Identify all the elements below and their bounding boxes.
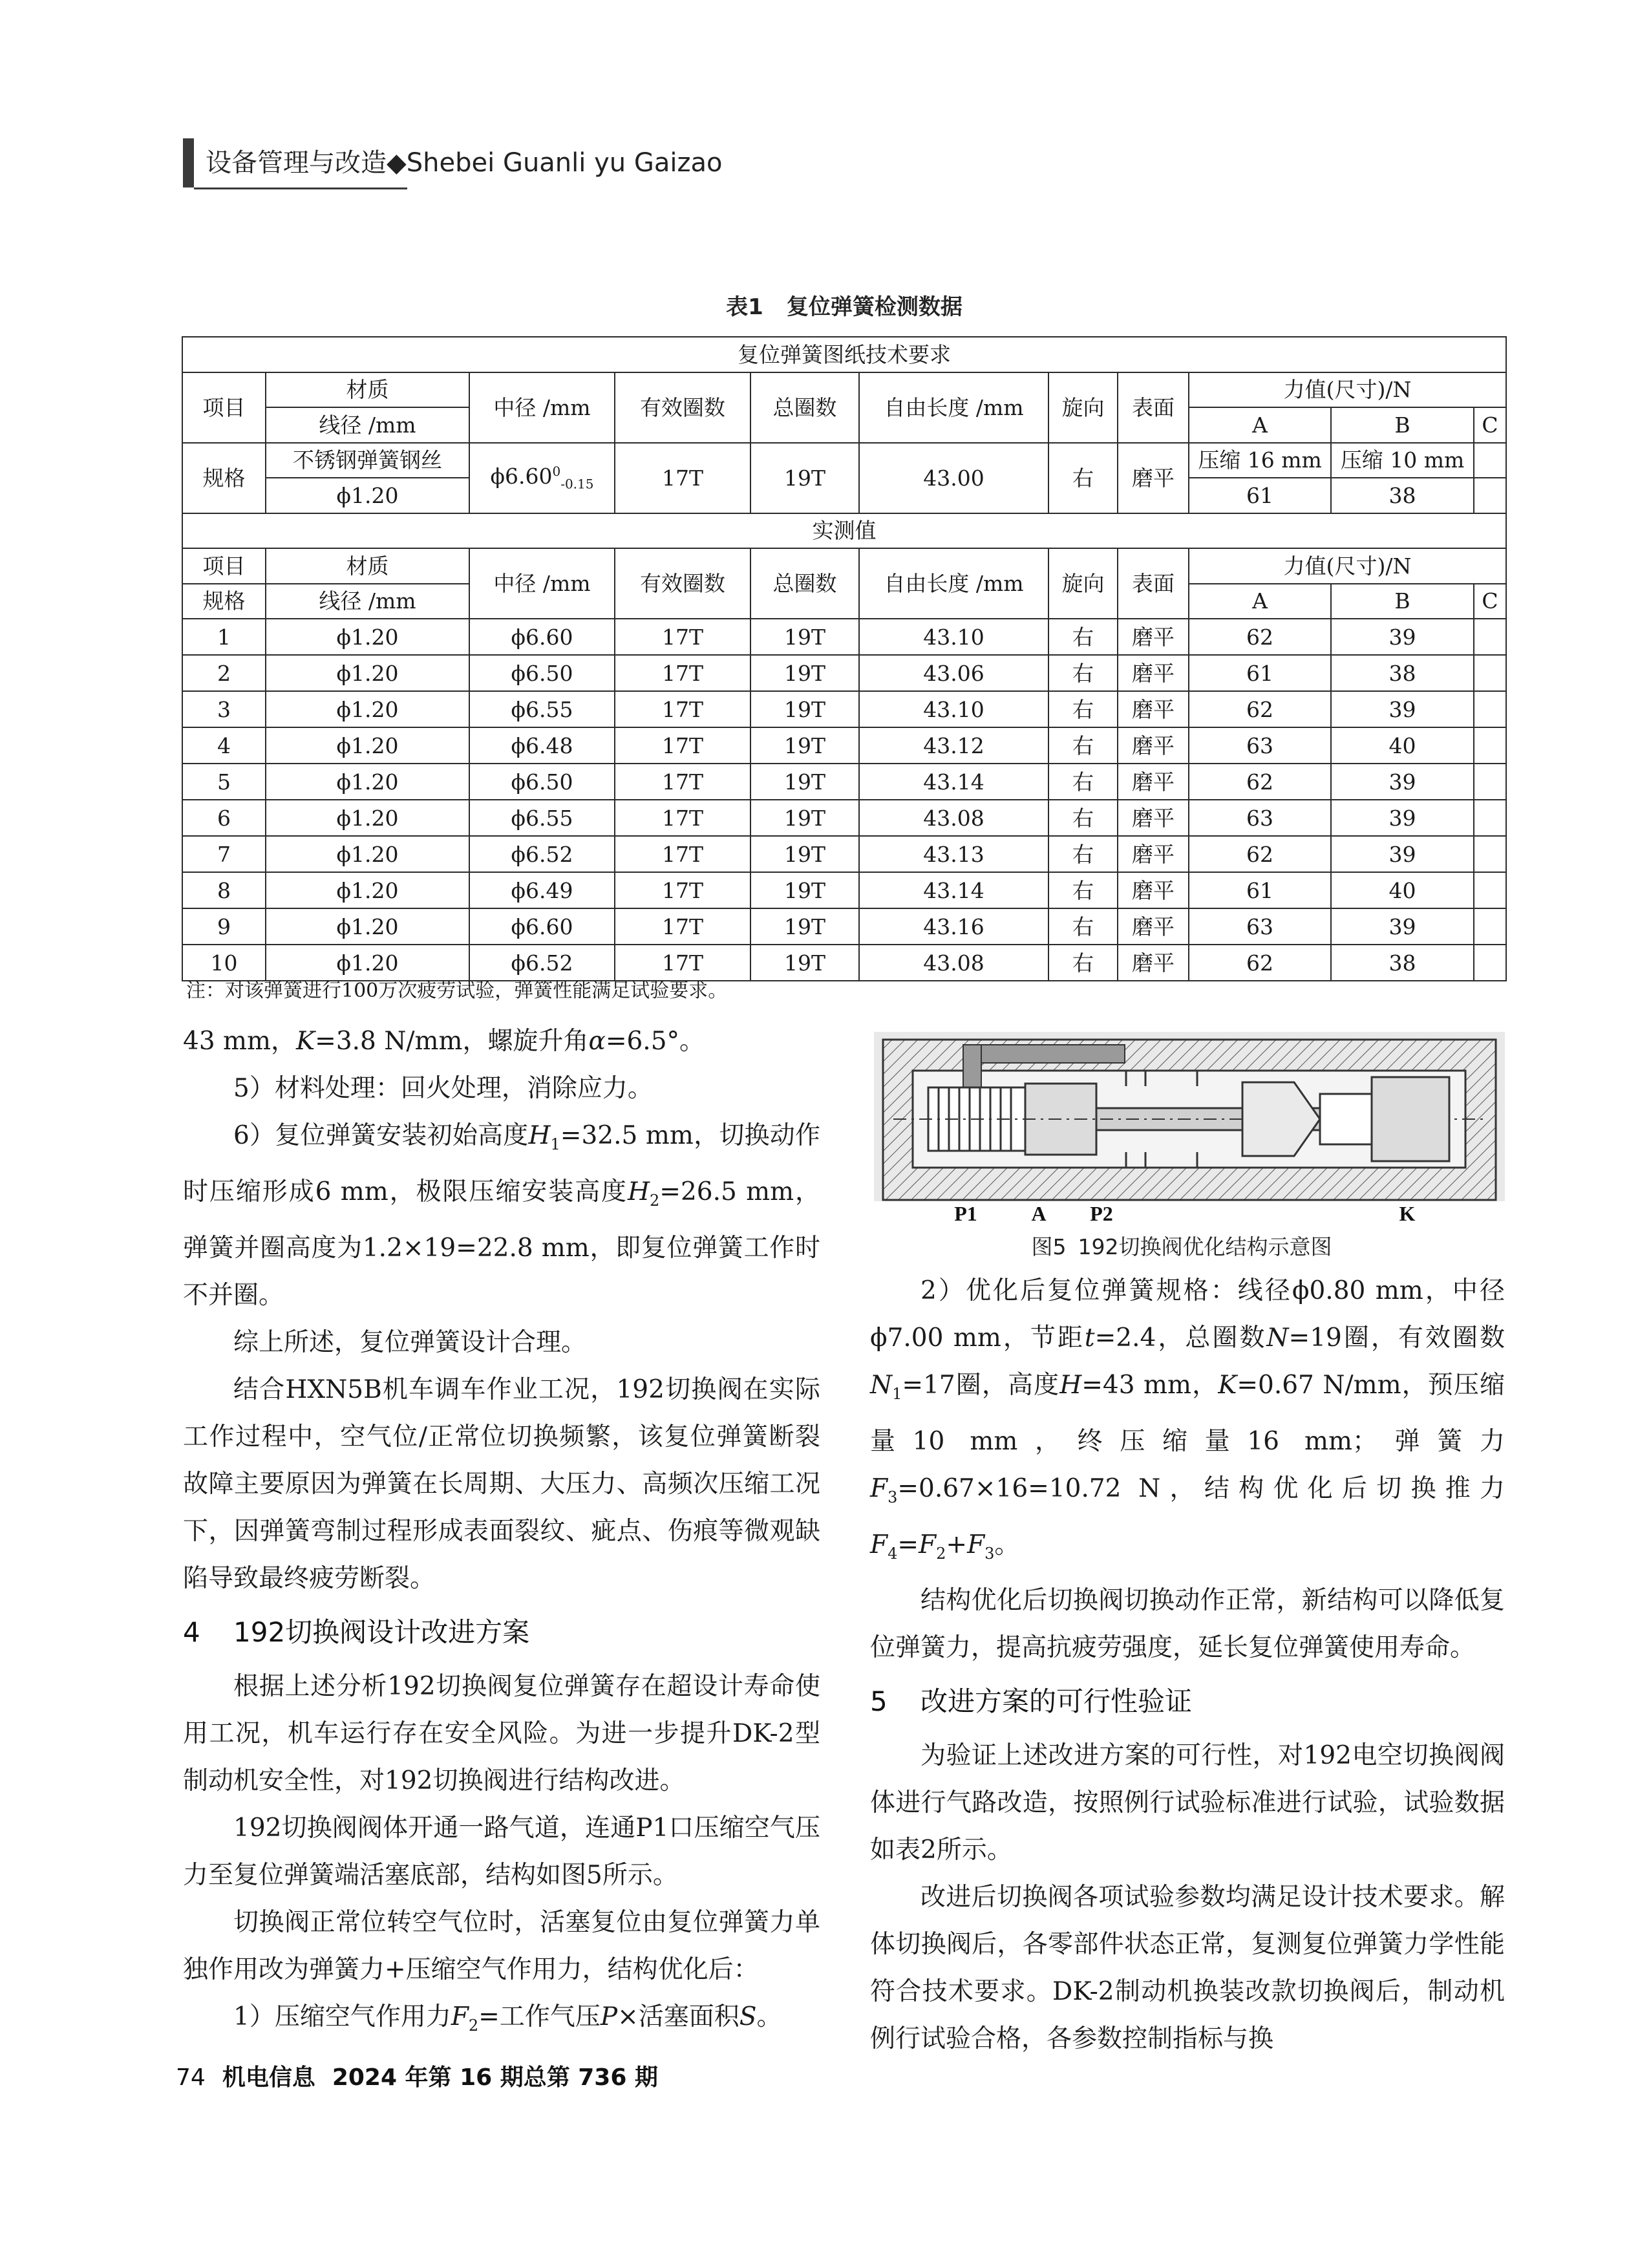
valve-seat	[1320, 1094, 1372, 1144]
table1-note: 注：对该弹簧进行100万次疲劳试验，弹簧性能满足试验要求。	[186, 979, 728, 1002]
cell-active: 17T	[615, 945, 750, 981]
cell-surface: 磨平	[1118, 619, 1189, 655]
cell-no: 6	[182, 800, 266, 836]
header-item: 项目	[182, 372, 266, 443]
spec-mid-lower-tol: -0.15	[560, 476, 594, 492]
subscript: 1	[892, 1384, 902, 1403]
symbol-alpha: α	[588, 1027, 606, 1056]
table-row	[182, 908, 1506, 945]
cell-surface: 磨平	[1118, 800, 1189, 836]
cell-active: 17T	[615, 727, 750, 764]
cell-active: 17T	[615, 908, 750, 945]
cell-free: 43.12	[859, 727, 1048, 764]
cell-wire: ϕ1.20	[266, 945, 469, 981]
cell-c	[1474, 764, 1506, 800]
cell-mid: ϕ6.52	[469, 836, 615, 872]
symbol-f: F	[919, 1530, 937, 1559]
subscript: 3	[888, 1488, 898, 1506]
cell-mid: ϕ6.55	[469, 691, 615, 727]
cell-dir: 右	[1048, 655, 1118, 691]
cell-active: 17T	[615, 800, 750, 836]
cell-b: 40	[1331, 727, 1474, 764]
text-run: =6.5°。	[605, 1027, 705, 1056]
figure5-number: 图5	[1031, 1234, 1067, 1259]
section-title: 192切换阀设计改进方案	[233, 1616, 530, 1648]
cell-b: 39	[1331, 619, 1474, 655]
measured-header-force-b: B	[1331, 584, 1474, 619]
cell-wire: ϕ1.20	[266, 727, 469, 764]
cell-surface: 磨平	[1118, 655, 1189, 691]
cell-b: 39	[1331, 691, 1474, 727]
running-header	[206, 145, 722, 181]
text-run: 6）复位弹簧安装初始高度	[233, 1121, 529, 1150]
header-force-a: A	[1189, 407, 1331, 443]
measured-header-mid-diameter: 中径 /mm	[469, 548, 615, 619]
section-number: 5	[870, 1685, 888, 1718]
measured-header-material: 材质	[266, 548, 469, 584]
cell-wire: ϕ1.20	[266, 691, 469, 727]
page-footer	[176, 2061, 658, 2095]
cell-a: 62	[1189, 691, 1331, 727]
cell-free: 43.08	[859, 800, 1048, 836]
cell-no: 5	[182, 764, 266, 800]
table-row	[182, 764, 1506, 800]
header-pinyin: Shebei Guanli yu Gaizao	[406, 148, 723, 178]
measured-header-total-coils: 总圈数	[750, 548, 859, 619]
paragraph-switch-position: 切换阀正常位转空气位时，活塞复位由复位弹簧力单独作用改为弹簧力+压缩空气作用力，结构优化后：	[183, 1907, 820, 1984]
spec-b-condition: 压缩 10 mm	[1331, 443, 1474, 478]
cell-total: 19T	[750, 619, 859, 655]
spec-a-condition: 压缩 16 mm	[1189, 443, 1331, 478]
header-bar	[183, 138, 194, 187]
paragraph-failure-cause: 结合HXN5B机车调车作业工况，192切换阀在实际工作过程中，空气位/正常位切换频繁，该复位弹簧断裂故障主要原因为弹簧在长周期、大压力、高频次压缩工况下，因弹簧弯制过程形成表面裂纹、疵点、伤痕等微观缺陷导致最终疲劳断裂。	[183, 1375, 820, 1593]
header-direction: 旋向	[1048, 372, 1118, 443]
text-run: ×活塞面积	[617, 2002, 739, 2031]
table-row	[182, 619, 1506, 655]
valve-structure-figure	[874, 1032, 1505, 1226]
spec-mid-base: ϕ6.60	[490, 464, 553, 489]
cell-dir: 右	[1048, 945, 1118, 981]
cell-wire: ϕ1.20	[266, 655, 469, 691]
section-5-heading	[870, 1671, 1505, 1732]
cell-total: 19T	[750, 836, 859, 872]
table1-title: 复位弹簧检测数据	[786, 294, 963, 320]
table1-number: 表1	[726, 294, 763, 320]
cell-free: 43.16	[859, 908, 1048, 945]
cell-mid: ϕ6.60	[469, 619, 615, 655]
cell-no: 3	[182, 691, 266, 727]
cell-a: 61	[1189, 655, 1331, 691]
cell-wire: ϕ1.20	[266, 800, 469, 836]
cell-mid: ϕ6.50	[469, 655, 615, 691]
cell-no: 7	[182, 836, 266, 872]
cell-total: 19T	[750, 908, 859, 945]
right-column	[870, 1267, 1505, 2062]
cell-surface: 磨平	[1118, 727, 1189, 764]
cell-free: 43.06	[859, 655, 1048, 691]
text-run: =	[897, 1530, 919, 1559]
cell-dir: 右	[1048, 836, 1118, 872]
cell-a: 62	[1189, 836, 1331, 872]
cell-c	[1474, 945, 1506, 981]
cell-mid: ϕ6.48	[469, 727, 615, 764]
header-total-coils: 总圈数	[750, 372, 859, 443]
spec-surface: 磨平	[1118, 443, 1189, 513]
header-rule	[194, 187, 407, 189]
symbol-s: S	[739, 2002, 757, 2031]
cell-wire: ϕ1.20	[266, 872, 469, 908]
cell-active: 17T	[615, 764, 750, 800]
table-row	[182, 945, 1506, 981]
paragraph-optimized-spring-spec	[870, 1267, 1505, 1577]
symbol-f: F	[870, 1473, 888, 1503]
cell-b: 38	[1331, 945, 1474, 981]
cell-mid: ϕ6.49	[469, 872, 615, 908]
cell-dir: 右	[1048, 764, 1118, 800]
cell-active: 17T	[615, 872, 750, 908]
paragraph-optimized-result: 结构优化后切换阀切换动作正常，新结构可以降低复位弹簧力，提高抗疲劳强度，延长复位弹簧使用寿命。	[870, 1586, 1505, 1663]
header-wire-diameter: 线径 /mm	[266, 407, 469, 443]
cell-surface: 磨平	[1118, 764, 1189, 800]
journal-name: 机电信息	[222, 2064, 315, 2091]
cell-no: 1	[182, 619, 266, 655]
measured-header-force: 力值(尺寸)/N	[1189, 548, 1506, 584]
measured-header-force-a: A	[1189, 584, 1331, 619]
text-run: =工作气压	[478, 2002, 601, 2031]
cell-c	[1474, 655, 1506, 691]
table-row	[182, 655, 1506, 691]
cell-mid: ϕ6.55	[469, 800, 615, 836]
table-row	[182, 691, 1506, 727]
text-run: =26.5 mm，弹簧并圈高度为1.2×19=22.8 mm，即复位弹簧工作时不并圈。	[183, 1177, 820, 1310]
cell-dir: 右	[1048, 691, 1118, 727]
text-run: +	[946, 1530, 968, 1559]
text-run: 。	[756, 2002, 782, 2031]
figure5-title: 192切换阀优化结构示意图	[1078, 1234, 1332, 1259]
section-title: 改进方案的可行性验证	[920, 1685, 1193, 1718]
paragraph-air-force	[183, 1993, 820, 2049]
cell-dir: 右	[1048, 727, 1118, 764]
cell-a: 63	[1189, 800, 1331, 836]
cell-free: 43.10	[859, 619, 1048, 655]
symbol-k: K	[296, 1027, 315, 1056]
header-active-coils: 有效圈数	[615, 372, 750, 443]
cell-surface: 磨平	[1118, 872, 1189, 908]
port-label-k: K	[1399, 1202, 1416, 1225]
cell-mid: ϕ6.50	[469, 764, 615, 800]
spec-b-value: 38	[1331, 478, 1474, 513]
cell-surface: 磨平	[1118, 945, 1189, 981]
port-label-p1: P1	[954, 1202, 977, 1225]
cell-total: 19T	[750, 945, 859, 981]
cell-dir: 右	[1048, 908, 1118, 945]
cell-total: 19T	[750, 691, 859, 727]
subscript: 1	[550, 1135, 560, 1153]
symbol-f: F	[451, 2002, 469, 2031]
table-row	[182, 872, 1506, 908]
cell-free: 43.08	[859, 945, 1048, 981]
spec-direction: 右	[1048, 443, 1118, 513]
cell-total: 19T	[750, 800, 859, 836]
text-run: 1）压缩空气作用力	[233, 2002, 451, 2031]
header-free-length: 自由长度 /mm	[859, 372, 1048, 443]
cell-surface: 磨平	[1118, 836, 1189, 872]
text-run: =19圈，有效圈数	[1288, 1323, 1505, 1353]
paragraph-material-treatment: 5）材料处理：回火处理，消除应力。	[233, 1074, 653, 1103]
cell-active: 17T	[615, 836, 750, 872]
added-airway	[963, 1045, 1125, 1063]
text-run: =2.4，总圈数	[1094, 1323, 1267, 1353]
paragraph-airway: 192切换阀阀体开通一路气道，连通P1口压缩空气压力至复位弹簧端活塞底部，结构如图5所示。	[183, 1813, 820, 1890]
cell-free: 43.10	[859, 691, 1048, 727]
symbol-h: H	[627, 1177, 650, 1206]
symbol-p: P	[600, 2002, 618, 2031]
cell-total: 19T	[750, 655, 859, 691]
cell-free: 43.14	[859, 872, 1048, 908]
cell-wire: ϕ1.20	[266, 908, 469, 945]
text-run: =43 mm，	[1081, 1371, 1218, 1400]
header-material: 材质	[266, 372, 469, 408]
measured-values-title: 实测值	[182, 513, 1506, 549]
cell-no: 8	[182, 872, 266, 908]
measured-header-surface: 表面	[1118, 548, 1189, 619]
cell-c	[1474, 872, 1506, 908]
cell-surface: 磨平	[1118, 908, 1189, 945]
cell-dir: 右	[1048, 800, 1118, 836]
cell-c	[1474, 908, 1506, 945]
cell-no: 9	[182, 908, 266, 945]
text-run: =0.67×16=10.72 N，结构优化后切换推力	[897, 1473, 1505, 1503]
measured-header-force-c: C	[1474, 584, 1506, 619]
measured-header-spec: 规格	[182, 584, 266, 619]
paragraph-improvement-reason: 根据上述分析192切换阀复位弹簧存在超设计寿命使用工况，机车运行存在安全风险。为进一步提升DK-2型制动机安全性，对192切换阀进行结构改进。	[183, 1671, 820, 1795]
spring-inspection-table	[182, 336, 1507, 981]
spec-mid-diameter	[469, 443, 615, 513]
paragraph-validation-method: 为验证上述改进方案的可行性，对192电空切换阀阀体进行气路改造，按照例行试验标准进行试验，试验数据如表2所示。	[870, 1741, 1505, 1865]
measured-header-active-coils: 有效圈数	[615, 548, 750, 619]
cell-active: 17T	[615, 655, 750, 691]
cell-no: 10	[182, 945, 266, 981]
symbol-h: H	[528, 1121, 551, 1150]
symbol-t: t	[1084, 1323, 1095, 1353]
subscript: 4	[888, 1544, 898, 1563]
cell-free: 43.14	[859, 764, 1048, 800]
text-run: =0.67 N/mm，预压缩量10 mm，终压缩量16 mm；弹簧力	[870, 1371, 1505, 1456]
spec-c-value	[1474, 478, 1506, 513]
symbol-f: F	[967, 1530, 985, 1559]
cell-b: 38	[1331, 655, 1474, 691]
cell-b: 39	[1331, 800, 1474, 836]
spec-free-length: 43.00	[859, 443, 1048, 513]
text-run: =3.8 N/mm，螺旋升角	[315, 1027, 589, 1056]
port-label-p2: P2	[1090, 1202, 1113, 1225]
paragraph-validation-result: 改进后切换阀各项试验参数均满足设计技术要求。解体切换阀后，各零部件状态正常，复测复位弹簧力学性能符合技术要求。DK-2制动机换装改款切换阀后，制动机例行试验合格，各参数控制指标与换	[870, 1883, 1505, 2054]
port-label-a: A	[1031, 1202, 1047, 1225]
cell-no: 2	[182, 655, 266, 691]
cell-b: 39	[1331, 836, 1474, 872]
cell-surface: 磨平	[1118, 691, 1189, 727]
cell-total: 19T	[750, 727, 859, 764]
spec-active-coils: 17T	[615, 443, 750, 513]
table1-caption	[183, 291, 1505, 323]
cell-mid: ϕ6.52	[469, 945, 615, 981]
paragraph-install-height	[183, 1112, 820, 1319]
table-row	[182, 836, 1506, 872]
spec-c-condition	[1474, 443, 1506, 478]
text-run: 2）优化后复位弹簧规格：线径ϕ0.80 mm，中径ϕ7.00 mm，节距	[870, 1276, 1505, 1353]
section-4-heading	[183, 1602, 820, 1663]
header-force-c: C	[1474, 407, 1506, 443]
cell-dir: 右	[1048, 619, 1118, 655]
cell-a: 63	[1189, 908, 1331, 945]
cell-b: 39	[1331, 764, 1474, 800]
drawing-requirements-title: 复位弹簧图纸技术要求	[182, 337, 1506, 372]
measured-header-item: 项目	[182, 548, 266, 584]
spec-wire-diameter: ϕ1.20	[266, 478, 469, 513]
page-number: 74	[176, 2064, 206, 2091]
header-force: 力值(尺寸)/N	[1189, 372, 1506, 408]
cell-a: 63	[1189, 727, 1331, 764]
spec-total-coils: 19T	[750, 443, 859, 513]
symbol-n: N	[1266, 1323, 1289, 1353]
header-separator: ◆	[387, 148, 407, 178]
cell-c	[1474, 727, 1506, 764]
measured-header-direction: 旋向	[1048, 548, 1118, 619]
symbol-k: K	[1218, 1371, 1237, 1400]
cell-b: 40	[1331, 872, 1474, 908]
text-run: =32.5 mm，切换动作时压缩形成6 mm，极限压缩安装高度	[183, 1121, 820, 1206]
figure5-caption	[870, 1232, 1505, 1263]
paragraph-conclusion: 综上所述，复位弹簧设计合理。	[233, 1327, 587, 1357]
left-column	[183, 1018, 820, 2049]
cell-a: 62	[1189, 764, 1331, 800]
cell-active: 17T	[615, 691, 750, 727]
cell-no: 4	[182, 727, 266, 764]
spec-a-value: 61	[1189, 478, 1331, 513]
measured-header-wire-diameter: 线径 /mm	[266, 584, 469, 619]
subscript: 3	[984, 1544, 995, 1563]
cell-dir: 右	[1048, 872, 1118, 908]
cell-free: 43.13	[859, 836, 1048, 872]
header-mid-diameter: 中径 /mm	[469, 372, 615, 443]
table-row	[182, 800, 1506, 836]
cell-c	[1474, 619, 1506, 655]
subscript: 2	[468, 2016, 479, 2035]
cell-total: 19T	[750, 872, 859, 908]
text-run: =17圈，高度	[902, 1371, 1060, 1400]
subscript: 2	[936, 1544, 946, 1563]
cell-active: 17T	[615, 619, 750, 655]
text-run: 43 mm，	[183, 1027, 296, 1056]
cell-c	[1474, 691, 1506, 727]
spec-mid-upper-tol: 0	[552, 464, 561, 480]
symbol-n: N	[870, 1371, 893, 1400]
cell-wire: ϕ1.20	[266, 764, 469, 800]
subscript: 2	[649, 1191, 660, 1210]
section-number: 4	[183, 1616, 200, 1648]
cell-c	[1474, 800, 1506, 836]
cell-c	[1474, 836, 1506, 872]
spec-material: 不锈钢弹簧钢丝	[266, 443, 469, 478]
cell-total: 19T	[750, 764, 859, 800]
spec-label: 规格	[182, 443, 266, 513]
header-surface: 表面	[1118, 372, 1189, 443]
measured-header-free-length: 自由长度 /mm	[859, 548, 1048, 619]
text-run: 。	[994, 1530, 1020, 1559]
cell-mid: ϕ6.60	[469, 908, 615, 945]
issue-info: 2024 年第 16 期总第 736 期	[332, 2064, 658, 2091]
header-chinese: 设备管理与改造	[206, 148, 387, 178]
paragraph-spring-params-tail	[183, 1018, 820, 1065]
cell-wire: ϕ1.20	[266, 619, 469, 655]
cell-a: 62	[1189, 619, 1331, 655]
measured-rows	[182, 619, 1506, 981]
end-cap	[1372, 1077, 1449, 1161]
cell-a: 62	[1189, 945, 1331, 981]
symbol-h: H	[1059, 1371, 1082, 1400]
cell-wire: ϕ1.20	[266, 836, 469, 872]
header-force-b: B	[1331, 407, 1474, 443]
symbol-f: F	[870, 1530, 888, 1559]
cell-a: 61	[1189, 872, 1331, 908]
table-row	[182, 727, 1506, 764]
cell-b: 39	[1331, 908, 1474, 945]
